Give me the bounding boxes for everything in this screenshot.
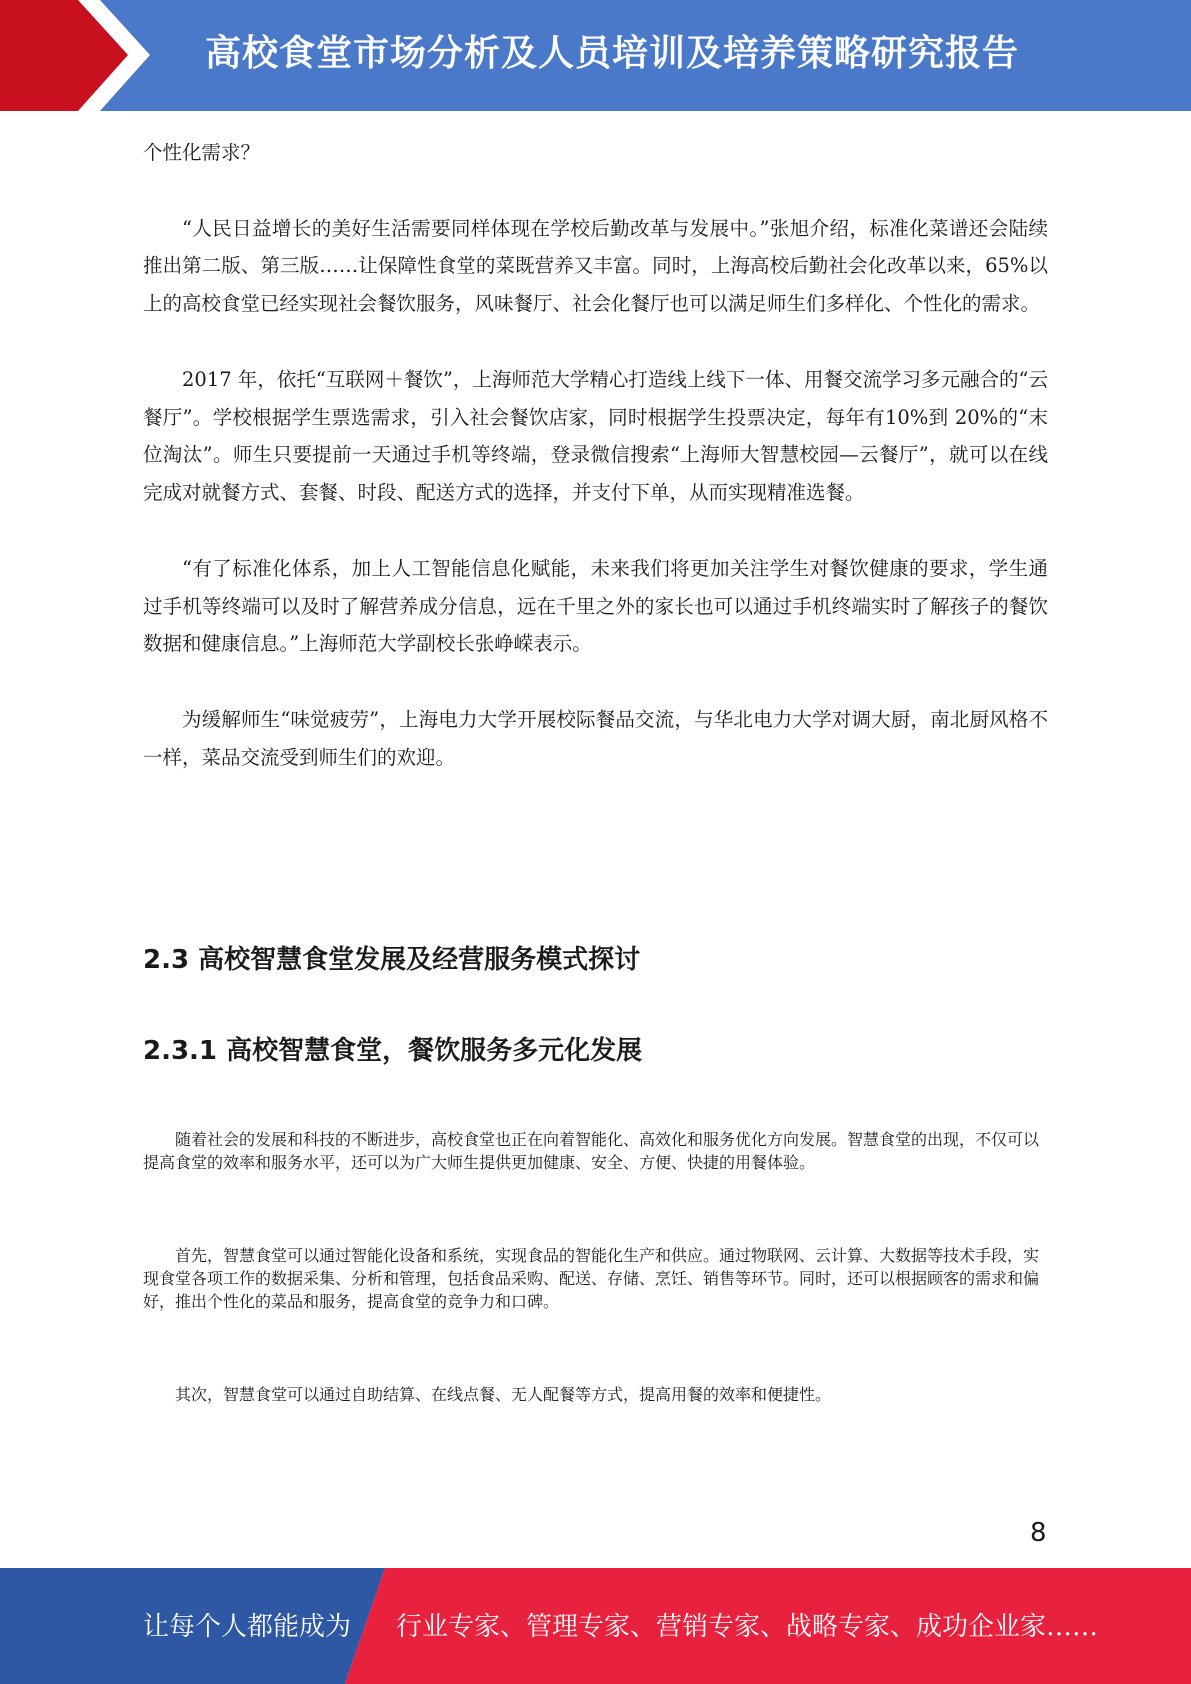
paragraph: 随着社会的发展和科技的不断进步，高校食堂也正在向着智能化、高效化和服务优化方向发展。智慧食堂的出现，不仅可以提高食堂的效率和服务水平，还可以为广大师生提供更加健康、安全、方便、快捷的用餐体验。 — [143, 1130, 1040, 1172]
paragraph: 2017 年，依托“互联网＋餐饮”，上海师范大学精心打造线上线下一体、用餐交流学习多元融合的“云餐厅”。学校根据学生票选需求，引入社会餐饮店家，同时根据学生投票决定，每年有10%到 20%的“末位淘汰”。师生只要提前一天通过手机等终端，登录微信搜索“上海师大智慧校园—云餐厅”，就可以在线完成对就餐方式、套餐、时段、配送方式的选择，并支付下单，从而实现精准选餐。 — [143, 367, 1048, 505]
paragraph: 为缓解师生“味觉疲劳”，上海电力大学开展校际餐品交流，与华北电力大学对调大厨，南北厨风格不一样，菜品交流受到师生们的欢迎。 — [143, 707, 1048, 769]
paragraph: “有了标准化体系，加上人工智能信息化赋能，未来我们将更加关注学生对餐饮健康的要求，学生通过手机等终端可以及时了解营养成分信息，远在千里之外的家长也可以通过手机终端实时了解孩子的餐饮数据和健康信息。”上海师范大学副校长张峥嵘表示。 — [143, 556, 1048, 656]
body-text-bottom — [143, 1111, 1048, 1421]
page-header — [0, 0, 1191, 111]
page-footer — [0, 1568, 1191, 1684]
subsection-heading: 2.3.1 高校智慧食堂，餐饮服务多元化发展 — [143, 1036, 643, 1066]
report-title: 高校食堂市场分析及人员培训及培养策略研究报告 — [205, 33, 1020, 74]
footer-slogan-right: 行业专家、管理专家、营销专家、战略专家、成功企业家…… — [396, 1612, 1099, 1642]
paragraph: 其次，智慧食堂可以通过自助结算、在线点餐、无人配餐等方式，提高用餐的效率和便捷性。 — [175, 1384, 832, 1404]
paragraph: 首先，智慧食堂可以通过智能化设备和系统，实现食品的智能化生产和供应。通过物联网、云计算、大数据等技术手段，实现食堂各项工作的数据采集、分析和管理，包括食品采购、配送、存储、烹饪、销售等环节。同时，还可以根据顾客的需求和偏好，推出个性化的菜品和服务，提高食堂的竞争力和口碑。 — [143, 1245, 1040, 1311]
paragraph: 个性化需求？ — [143, 141, 261, 164]
paragraph: “人民日益增长的美好生活需要同样体现在学校后勤改革与发展中。”张旭介绍，标准化菜谱还会陆续推出第二版、第三版……让保障性食堂的菜既营养又丰富。同时，上海高校后勤社会化改革以来，65%以上的高校食堂已经实现社会餐饮服务，风味餐厅、社会化餐厅也可以满足师生们多样化、个性化的需求。 — [143, 216, 1048, 316]
page-number: 8 — [1030, 1518, 1047, 1548]
footer-slogan-left: 让每个人都能成为 — [143, 1612, 352, 1642]
section-heading: 2.3 高校智慧食堂发展及经营服务模式探讨 — [143, 945, 641, 975]
body-text-top — [143, 134, 1048, 777]
